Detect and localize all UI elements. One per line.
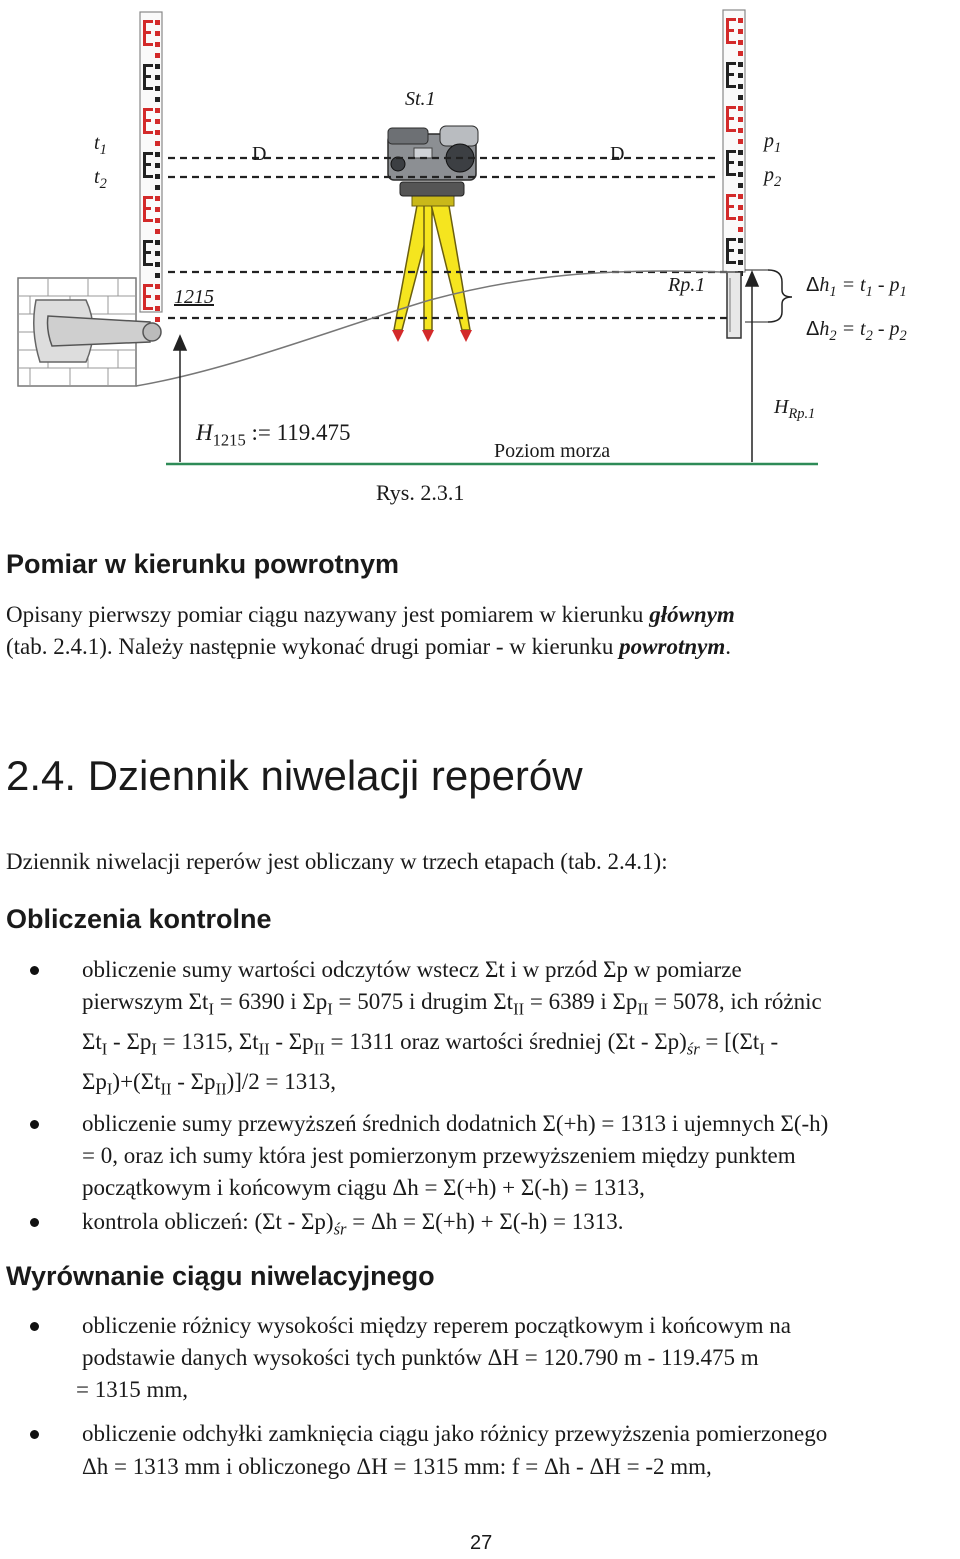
list-item-line: obliczenie sumy przewyższeń średnich dodatnich Σ(+h) = 1313 i ujemnych Σ(-h) [82, 1111, 829, 1136]
text-span: )]/2 = 1313, [226, 1069, 337, 1094]
staff-mark [155, 119, 160, 124]
text-span: Σt [82, 1029, 102, 1054]
staff-mark [143, 263, 153, 266]
tripod [392, 196, 472, 342]
distance-left-label: D [252, 143, 267, 165]
dh1-p: - p [877, 274, 900, 296]
staff-mark [155, 273, 160, 278]
h1215-label [196, 420, 350, 451]
chapter-intro: Dziennik niwelacji reperów jest obliczany w trzech etapach (tab. 2.4.1): [6, 849, 668, 874]
staff-mark [155, 317, 160, 322]
text-span: Σp [82, 1069, 107, 1094]
staff-mark [143, 87, 153, 90]
staff-mark [738, 205, 743, 210]
text-span: = 1315, Σt [156, 1029, 259, 1054]
staff-mark [143, 307, 153, 310]
staff-mark [726, 85, 736, 88]
t2-label [94, 166, 107, 193]
dh1-t: = t [841, 274, 866, 296]
station-label: St.1 [405, 88, 436, 110]
sub: I [151, 1039, 157, 1059]
sub: II [313, 1039, 325, 1059]
staff-mark [726, 29, 734, 32]
staff-mark [155, 130, 160, 135]
t1-sub: 1 [99, 142, 107, 158]
sub: śr [333, 1219, 347, 1239]
h-rp1-sub: Rp.1 [788, 406, 816, 422]
emphasis-return: powrotnym [619, 634, 726, 659]
text-span: - Σp [107, 1029, 152, 1054]
staff-mark [155, 174, 160, 179]
staff-mark [738, 106, 743, 111]
t2-sub: 2 [99, 176, 107, 192]
text-span: . [725, 634, 731, 659]
text-span: = 5078, ich różnic [648, 989, 822, 1014]
dh1-p-sub: 1 [899, 284, 907, 300]
staff-mark [143, 295, 151, 298]
staff-mark [738, 172, 743, 177]
staff-mark [738, 227, 743, 232]
staff-mark [726, 217, 736, 220]
list-item-line: obliczenie różnicy wysokości między reperem początkowym i końcowym na [82, 1313, 791, 1338]
sub: I [106, 1079, 113, 1099]
staff-mark [738, 62, 743, 67]
staff-mark [726, 261, 736, 264]
list-item-line [82, 986, 822, 1026]
staff-mark [726, 129, 736, 132]
staff-mark [143, 131, 153, 134]
benchmark-rp1-label: Rp.1 [668, 274, 706, 296]
h-rp1-label [774, 396, 815, 423]
text-span: = [(Σt [699, 1029, 760, 1054]
left-levelling-staff [140, 12, 162, 322]
staff-mark [726, 41, 736, 44]
staff-mark [738, 249, 743, 254]
sub: I [759, 1039, 765, 1059]
staff-mark [738, 18, 743, 23]
staff-mark [155, 86, 160, 91]
staff-mark [738, 73, 743, 78]
figure [0, 0, 960, 510]
staff-mark [143, 163, 151, 166]
staff-mark [143, 43, 153, 46]
t1-label [94, 132, 107, 159]
list-item-line [82, 1206, 623, 1246]
p2-symbol: p [764, 164, 774, 186]
bullet-icon [30, 1430, 39, 1439]
section-heading-adjustment: Wyrównanie ciągu niwelacyjnego [6, 1261, 435, 1291]
staff-mark [155, 42, 160, 47]
staff-mark [155, 97, 160, 102]
dh2-p-sub: 2 [899, 328, 907, 344]
dh2-t: = t [841, 318, 866, 340]
list-item-line: początkowym i końcowym ciągu Δh = Σ(+h) + Σ(-h) = 1313, [82, 1175, 645, 1200]
bullet-icon [30, 1218, 39, 1227]
staff-mark [143, 31, 151, 34]
staff-mark [726, 161, 734, 164]
list-item-line: Δh = 1313 mm i obliczonego ΔH = 1315 mm: f = Δh - ΔH = -2 mm, [82, 1454, 712, 1479]
staff-mark [738, 128, 743, 133]
text-span: - Σp [171, 1069, 216, 1094]
staff-mark [155, 196, 160, 201]
h1215-symbol: H [196, 420, 213, 445]
list-item-line: obliczenie sumy wartości odczytów wstecz Σt i w przód Σp w pomiarze [82, 957, 742, 982]
text-span: = 6389 i Σp [524, 989, 638, 1014]
benchmark-1215-label: 1215 [174, 286, 214, 308]
dh2-equation [806, 318, 907, 345]
dh1-h: h [819, 274, 830, 296]
sub: I [208, 999, 214, 1019]
dh2-h: h [819, 318, 830, 340]
staff-mark [155, 141, 160, 146]
staff-mark [155, 53, 160, 58]
sea-level-label: Poziom morza [494, 440, 611, 462]
staff-mark [738, 95, 743, 100]
staff-mark [155, 218, 160, 223]
emphasis-main: głównym [649, 602, 735, 627]
staff-mark [155, 152, 160, 157]
staff-mark [155, 75, 160, 80]
staff-mark [738, 216, 743, 221]
text-span: pierwszym Σt [82, 989, 209, 1014]
staff-mark [143, 251, 151, 254]
staff-mark [155, 306, 160, 311]
dh1-sub: 1 [829, 284, 837, 300]
terrain-line [136, 271, 735, 386]
staff-mark [738, 161, 743, 166]
paragraph-line [6, 599, 735, 631]
text-span: = 6390 i Σp [213, 989, 328, 1014]
page-number: 27 [470, 1532, 493, 1554]
text-span: = 1311 oraz wartości średniej (Σt - Σp) [324, 1029, 687, 1054]
staff-mark [738, 238, 743, 243]
delta-symbol: Δ [806, 318, 820, 340]
list-item-line [82, 1066, 336, 1106]
right-levelling-staff [723, 10, 745, 338]
text-span: (tab. 2.4.1). Należy następnie wykonać drugi pomiar - w kierunku [6, 634, 620, 659]
chapter-heading: 2.4. Dziennik niwelacji reperów [6, 752, 583, 799]
staff-mark [738, 51, 743, 56]
dh2-p: - p [877, 318, 900, 340]
staff-mark [155, 185, 160, 190]
p2-sub: 2 [774, 174, 782, 190]
list-item-line: = 0, oraz ich sumy która jest pomierzonym przewyższeniem między punktem [82, 1143, 796, 1168]
t2-symbol: t [94, 166, 100, 188]
staff-mark [738, 150, 743, 155]
staff-mark [143, 175, 153, 178]
h-rp1-symbol: H [774, 396, 789, 418]
staff-mark [155, 251, 160, 256]
list-item-line: = 1315 mm, [76, 1377, 189, 1402]
staff-mark [726, 73, 734, 76]
p1-sub: 1 [774, 140, 782, 156]
staff-mark [143, 219, 153, 222]
section-heading-control-calculations: Obliczenia kontrolne [6, 904, 272, 934]
staff-mark [155, 284, 160, 289]
bullet-icon [30, 1322, 39, 1331]
staff-mark [155, 240, 160, 245]
sub: II [513, 999, 525, 1019]
delta-symbol: Δ [806, 274, 820, 296]
paragraph-line [6, 631, 731, 663]
levelling-diagram [0, 0, 960, 510]
sub: II [215, 1079, 227, 1099]
section-heading-return-measurement: Pomiar w kierunku powrotnym [6, 549, 400, 579]
bullet-icon [30, 966, 39, 975]
level-instrument [388, 126, 478, 196]
dh2-t-sub: 2 [865, 328, 873, 344]
list-item-line: obliczenie odchyłki zamknięcia ciągu jako różnicy przewyższenia pomierzonego [82, 1421, 828, 1446]
staff-mark [738, 139, 743, 144]
text-span: - [764, 1029, 779, 1054]
staff-mark [738, 183, 743, 188]
sub: I [327, 999, 333, 1019]
list-item-line [82, 1026, 778, 1066]
staff-mark [155, 64, 160, 69]
staff-mark [738, 29, 743, 34]
staff-mark [155, 163, 160, 168]
p1-symbol: p [764, 130, 774, 152]
staff-mark [726, 173, 736, 176]
p2-label [764, 164, 781, 191]
staff-mark [726, 117, 734, 120]
staff-mark [143, 207, 151, 210]
staff-mark [726, 205, 734, 208]
bullet-icon [30, 1120, 39, 1129]
text-span: Opisany pierwszy pomiar ciągu nazywany jest pomiarem w kierunku [6, 602, 650, 627]
staff-mark [155, 295, 160, 300]
staff-mark [155, 207, 160, 212]
sub: II [258, 1039, 270, 1059]
t1-symbol: t [94, 132, 100, 154]
staff-mark [738, 194, 743, 199]
staff-mark [155, 20, 160, 25]
staff-mark [143, 119, 151, 122]
text-span: - Σp [269, 1029, 314, 1054]
staff-mark [155, 108, 160, 113]
p1-label [764, 130, 781, 157]
sub: śr [686, 1039, 700, 1059]
text-span: kontrola obliczeń: (Σt - Σp) [82, 1209, 334, 1234]
staff-mark [155, 31, 160, 36]
list-item-line: podstawie danych wysokości tych punktów ΔH = 120.790 m - 119.475 m [82, 1345, 759, 1370]
dh2-sub: 2 [829, 328, 837, 344]
dh1-t-sub: 1 [865, 284, 873, 300]
staff-mark [155, 229, 160, 234]
text-span: = Δh = Σ(+h) + Σ(-h) = 1313. [346, 1209, 624, 1234]
distance-right-label: D [610, 143, 625, 165]
sub: II [637, 999, 649, 1019]
staff-mark [726, 249, 734, 252]
staff-mark [738, 84, 743, 89]
sub: II [160, 1079, 172, 1099]
staff-mark [738, 40, 743, 45]
text-span: )+(Σt [112, 1069, 161, 1094]
h1215-sub: 1215 [212, 430, 246, 450]
staff-mark [738, 117, 743, 122]
figure-caption: Rys. 2.3.1 [376, 480, 465, 505]
sub: I [101, 1039, 108, 1059]
dh-brace [768, 270, 792, 322]
staff-mark [155, 262, 160, 267]
h1215-value: := 119.475 [251, 420, 351, 445]
staff-mark [143, 75, 151, 78]
staff-mark [738, 260, 743, 265]
text-span: = 5075 i drugim Σt [332, 989, 514, 1014]
dh1-equation [806, 274, 907, 301]
